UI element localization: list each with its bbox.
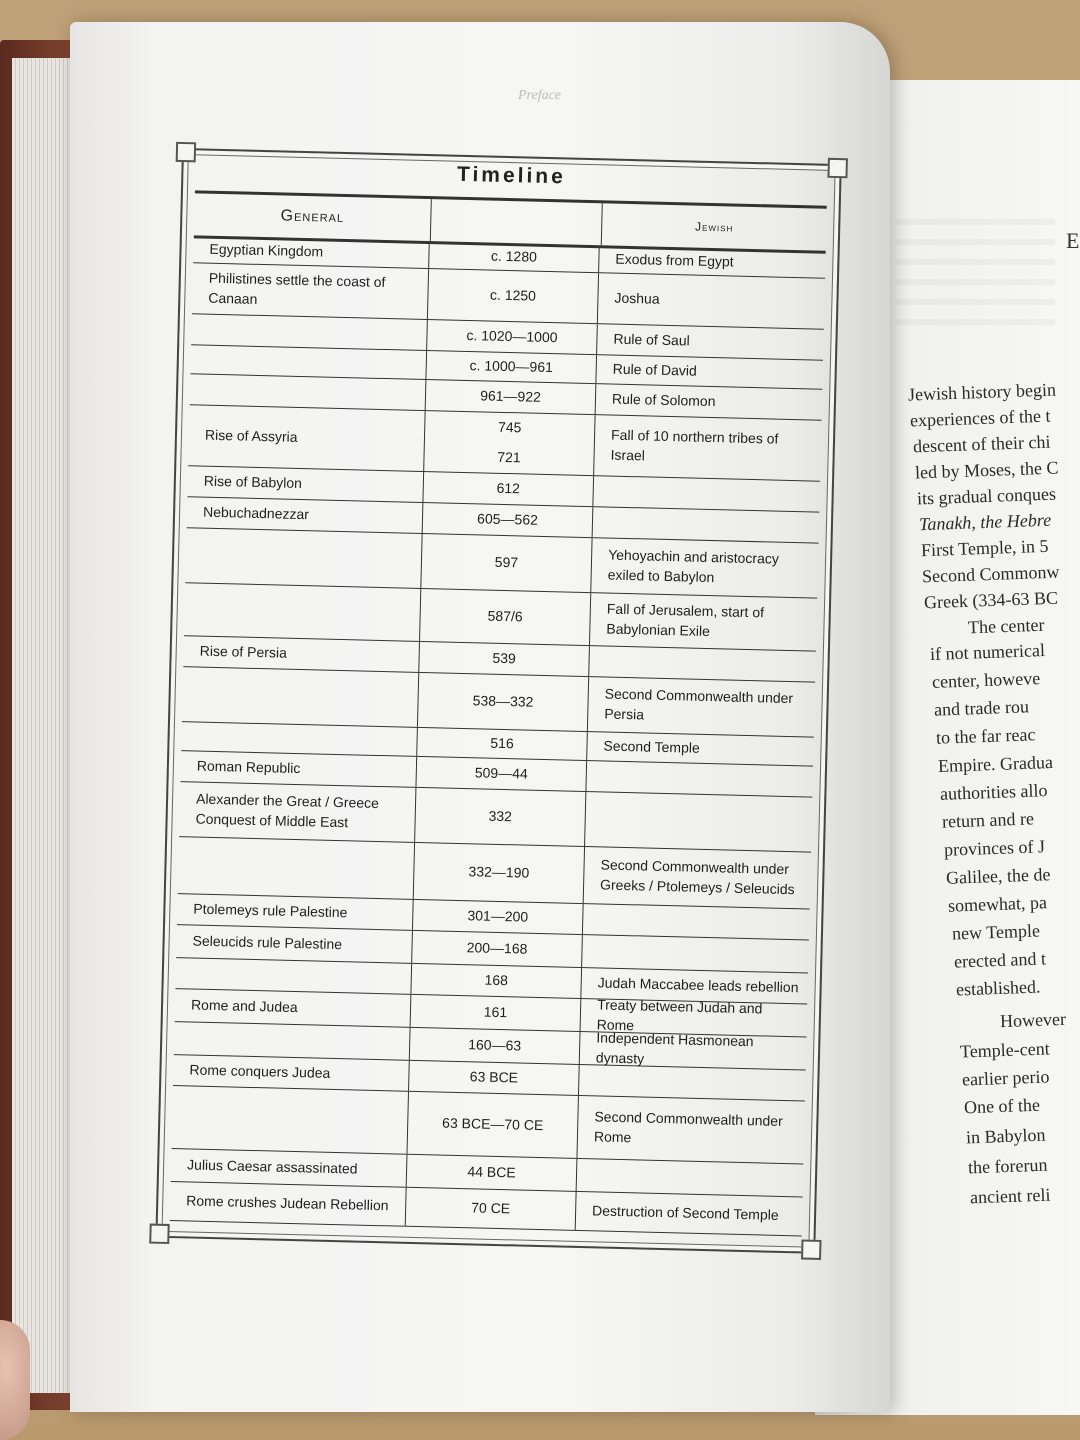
jewish-event: Rule of Saul: [613, 330, 690, 349]
date-cell: [406, 1188, 577, 1230]
body-text-line: One of the: [963, 1094, 1041, 1118]
body-text-line: erected and t: [953, 948, 1047, 972]
date-value: 332—190: [468, 863, 530, 881]
date-value: 745: [497, 419, 522, 436]
general-event: [174, 1022, 411, 1060]
date-cell: [413, 900, 584, 934]
general-event: Julius Caesar assassinated: [171, 1149, 408, 1187]
date-cell: [423, 503, 594, 537]
general-event: Rome crushes Judean Rebellion: [170, 1182, 407, 1226]
timeline-rows: [170, 236, 826, 1236]
date-cell: [415, 788, 586, 846]
date-value: 63 BCE—70 CE: [441, 1114, 544, 1134]
corner-ornament: [801, 1239, 821, 1259]
jewish-event: Second Commonwealth under Greeks / Ptolemeys / Seleucids: [599, 856, 795, 898]
jewish-event: Treaty between Judah and Rome: [596, 996, 763, 1034]
jewish-event: Yehoyachin and aristocracy exiled to Babylon: [607, 546, 780, 586]
jewish-event: [583, 904, 810, 940]
jewish-event: Judah Maccabee leads rebellion: [597, 974, 799, 996]
date-value: 539: [492, 649, 516, 667]
date-cell: [407, 1092, 578, 1158]
date-value: 301—200: [467, 907, 529, 925]
header-dates: [431, 199, 603, 245]
jewish-event: [586, 761, 813, 797]
date-cell: [428, 269, 599, 323]
body-text-line: Temple-cent: [959, 1038, 1051, 1062]
date-value: 200—168: [466, 939, 528, 957]
date-cell: [411, 964, 582, 998]
date-value: 721: [497, 449, 521, 466]
body-text-line: in Babylon: [965, 1124, 1046, 1148]
date-value: 961—922: [479, 387, 542, 406]
body-text-line: and trade rou: [933, 696, 1030, 720]
jewish-event: Destruction of Second Temple: [591, 1202, 779, 1224]
general-event: Egyptian Kingdom: [193, 236, 430, 268]
jewish-event: Second Commonwealth under Rome: [593, 1108, 783, 1146]
body-text-line: provinces of J: [943, 836, 1046, 860]
general-event: Seleucids rule Palestine: [176, 925, 413, 963]
body-text-line: return and re: [941, 808, 1035, 832]
timeline-title: Timeline: [456, 162, 567, 189]
date-value: c. 1000—961: [469, 357, 554, 376]
jewish-event: Fall of 10 northern tribes of Israel: [610, 426, 779, 464]
general-event: [190, 374, 427, 410]
date-value: 516: [490, 734, 514, 752]
jewish-event: Rule of Solomon: [611, 390, 716, 410]
body-text-line: Jewish history begin: [907, 379, 1057, 405]
date-value: 44 BCE: [467, 1163, 516, 1181]
body-text-line: descent of their chi: [912, 431, 1051, 457]
general-event: Rise of Babylon: [187, 466, 424, 502]
general-event: [175, 958, 412, 994]
general-event: [185, 528, 422, 588]
date-cell: [424, 411, 595, 475]
body-text-line: established.: [955, 976, 1041, 1000]
date-value: 70 CE: [471, 1199, 511, 1217]
date-value: 597: [494, 553, 519, 571]
general-event: [184, 583, 421, 641]
body-text-line: experiences of the t: [909, 405, 1051, 431]
body-text-line: Second Commonw: [921, 561, 1060, 587]
jewish-event: [593, 476, 820, 512]
body-text-line: led by Moses, the C: [914, 457, 1059, 483]
jewish-event: [577, 1159, 804, 1197]
date-cell: [426, 380, 597, 414]
header-jewish: Jewish: [694, 219, 734, 235]
date-value: 538—332: [472, 692, 534, 710]
date-cell: [419, 642, 590, 676]
body-text-line: However: [999, 1008, 1067, 1032]
general-event: Rise of Persia: [183, 636, 420, 672]
date-value: c. 1020—1000: [466, 327, 558, 346]
date-cell: [417, 728, 588, 760]
date-value: c. 1280: [490, 247, 538, 265]
general-event: Rise of Assyria: [188, 405, 425, 471]
date-cell: [427, 320, 598, 354]
date-cell: [411, 995, 582, 1031]
chapter-heading-initial: E: [1066, 228, 1080, 253]
thumb: [0, 1320, 30, 1440]
body-text-line: Galilee, the de: [945, 864, 1051, 888]
date-cell: [412, 931, 583, 967]
date-cell: [410, 1028, 581, 1064]
general-event: Nebuchadnezzar: [187, 497, 424, 533]
jewish-event: Exodus from Egypt: [615, 250, 734, 270]
jewish-event: Second Commonwealth under Persia: [604, 685, 794, 723]
general-event: [190, 345, 427, 379]
general-event: [181, 722, 418, 756]
date-value: 168: [484, 971, 509, 989]
jewish-event: [593, 507, 820, 543]
jewish-event: Independent Hasmonean dynasty: [595, 1029, 754, 1067]
date-cell: [429, 242, 600, 272]
general-event: Rome conquers Judea: [173, 1055, 410, 1091]
body-text-line: Empire. Gradua: [937, 752, 1054, 777]
date-cell: [414, 843, 585, 903]
header-general: General: [194, 193, 432, 241]
jewish-event: Joshua: [614, 289, 660, 307]
body-text-line: ancient reli: [969, 1184, 1051, 1208]
date-cell: [421, 534, 592, 592]
running-head: Preface: [518, 88, 562, 103]
body-text-line: its gradual conques: [916, 483, 1057, 509]
date-value: 161: [483, 1003, 508, 1021]
timeline-box: [155, 148, 841, 1254]
body-text-line: somewhat, pa: [947, 892, 1048, 916]
date-cell: [423, 472, 594, 506]
jewish-event: Second Temple: [603, 737, 700, 757]
general-event: Alexander the Great / Greece Conquest of Middle East: [179, 782, 416, 842]
date-value: c. 1250: [489, 286, 537, 304]
general-event: Roman Republic: [181, 751, 418, 787]
date-cell: [407, 1155, 578, 1191]
general-event: [178, 837, 415, 899]
body-text-line: Tanakh, the Hebre: [918, 509, 1052, 535]
date-value: 587/6: [487, 607, 523, 625]
body-text-line: if not numerical: [929, 640, 1046, 665]
date-cell: [420, 589, 591, 645]
date-value: 332: [488, 807, 513, 825]
date-value: 612: [496, 479, 521, 497]
date-value: 63 BCE: [469, 1068, 519, 1086]
body-text-line: the forerun: [967, 1154, 1048, 1178]
jewish-event: [582, 935, 809, 973]
general-event: Philistines settle the coast of Canaan: [192, 263, 429, 319]
body-text-line: center, howeve: [931, 668, 1041, 692]
date-value: 509—44: [474, 764, 528, 782]
corner-ornament: [149, 1224, 169, 1244]
general-event: Rome and Judea: [175, 989, 412, 1027]
body-text-line: authorities allo: [939, 780, 1048, 804]
date-cell: [409, 1061, 580, 1095]
body-text-line: new Temple: [951, 920, 1041, 944]
general-event: [172, 1086, 409, 1154]
jewish-event: Rule of David: [612, 360, 697, 379]
faint-heading-text: [895, 205, 1055, 325]
jewish-event: [589, 646, 816, 682]
general-event: Ptolemeys rule Palestine: [177, 894, 414, 930]
date-value: 605—562: [476, 510, 539, 529]
body-text-line: First Temple, in 5: [920, 535, 1049, 561]
date-cell: [426, 351, 597, 383]
date-cell: [416, 757, 587, 791]
date-value: 160—63: [468, 1036, 522, 1054]
jewish-event: [579, 1065, 806, 1101]
jewish-event: [585, 792, 812, 852]
jewish-event: Fall of Jerusalem, start of Babylonian Exile: [606, 600, 765, 640]
body-text-line: to the far reac: [935, 724, 1036, 748]
general-event: [182, 667, 419, 727]
date-cell: [418, 673, 589, 731]
body-text-line: The center: [967, 614, 1045, 638]
body-text-line: earlier perio: [961, 1066, 1050, 1090]
body-text-line: Greek (334-63 BC: [923, 587, 1059, 613]
general-event: [191, 314, 428, 350]
